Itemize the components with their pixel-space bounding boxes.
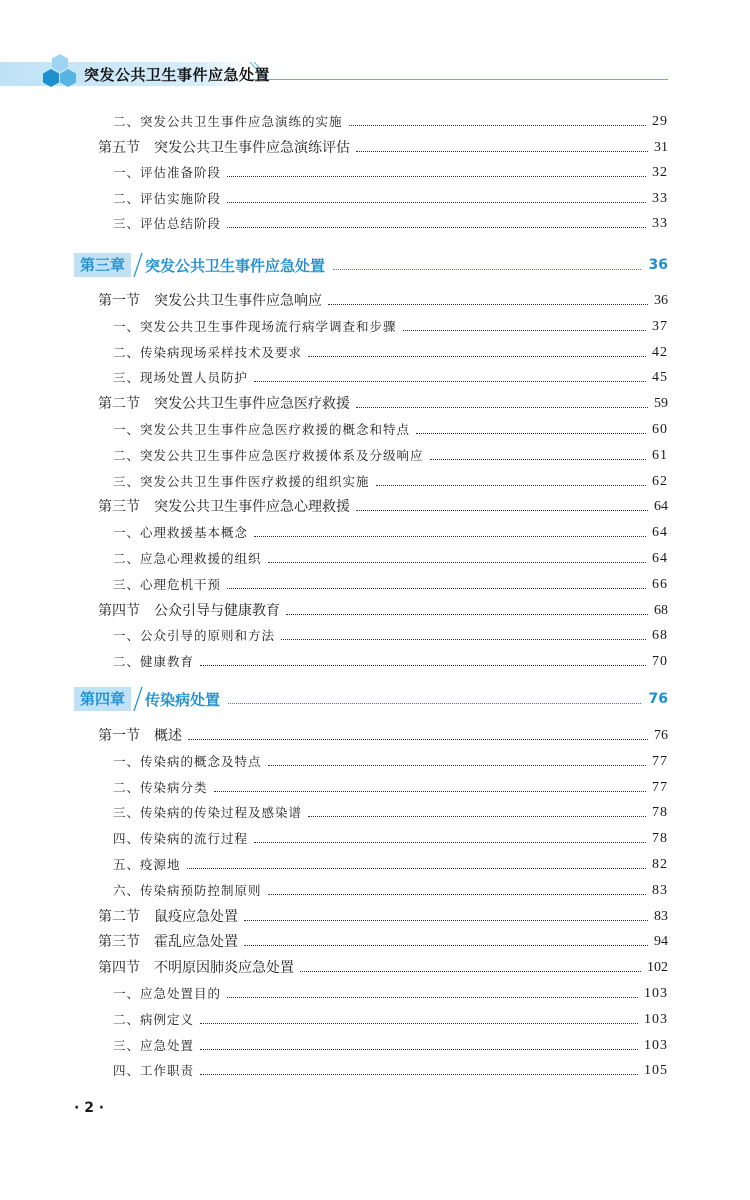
running-header	[0, 52, 750, 92]
entry-page: 64	[652, 551, 668, 566]
toc-item-entry[interactable]	[113, 1004, 668, 1028]
toc-section-entry[interactable]	[98, 926, 668, 950]
toc-item-entry[interactable]	[113, 797, 668, 821]
leader-dots	[244, 945, 648, 946]
entry-page: 31	[654, 139, 668, 155]
leader-dots	[349, 125, 646, 126]
chapter-tag: 第四章	[74, 687, 131, 711]
entry-title: 二、应急心理救援的组织	[113, 551, 262, 566]
leader-dots	[403, 330, 646, 331]
entry-title: 第一节 突发公共卫生事件应急响应	[98, 293, 322, 309]
entry-title: 四、传染病的流行过程	[113, 831, 249, 847]
leader-dots	[281, 639, 646, 640]
entry-page: 59	[654, 396, 668, 412]
entry-page: 103	[644, 1011, 668, 1027]
hexagon-logo-icon	[40, 52, 78, 92]
chapter-page: 76	[648, 691, 668, 707]
entry-title: 二、传染病现场采样技术及要求	[113, 344, 303, 360]
leader-dots	[227, 176, 646, 177]
entry-page: 64	[654, 499, 668, 515]
entry-page: 66	[652, 576, 668, 592]
entry-title: 三、突发公共卫生事件医疗救援的组织实施	[113, 473, 370, 489]
leader-dots	[356, 151, 648, 152]
entry-title: 三、心理危机干预	[113, 576, 222, 592]
toc-item-entry[interactable]	[113, 978, 668, 1002]
chapter-title: 突发公共卫生事件应急处置	[145, 256, 326, 275]
entry-title: 一、心理救援基本概念	[113, 525, 249, 541]
toc-item-entry[interactable]	[113, 337, 668, 361]
leader-dots	[416, 433, 646, 434]
toc-item-entry[interactable]	[113, 746, 668, 770]
header-rule	[250, 79, 668, 80]
toc-item-entry[interactable]	[113, 466, 668, 490]
entry-title: 四、工作职责	[113, 1063, 195, 1079]
chapter-4-heading[interactable]	[74, 686, 668, 712]
leader-dots	[227, 588, 646, 589]
toc-section-entry[interactable]	[98, 595, 668, 619]
leader-dots	[227, 202, 646, 203]
toc-item-entry[interactable]	[113, 1055, 668, 1079]
toc-item-entry[interactable]	[113, 183, 668, 207]
entry-page: 68	[654, 602, 668, 618]
toc-item-entry[interactable]	[113, 208, 668, 232]
leader-dots	[254, 842, 646, 843]
entry-title: 一、公众引导的原则和方法	[113, 628, 276, 644]
leader-dots	[200, 1049, 638, 1050]
toc-item-entry[interactable]	[113, 849, 668, 873]
entry-page: 62	[652, 473, 668, 489]
leader-dots	[200, 1074, 638, 1075]
leader-dots	[254, 536, 646, 537]
chapter-tag: 第三章	[74, 253, 131, 277]
toc-item-entry[interactable]	[113, 106, 668, 130]
toc-item-entry[interactable]	[113, 823, 668, 847]
entry-page: 42	[652, 344, 668, 360]
toc-section-entry[interactable]	[98, 132, 668, 156]
entry-page: 37	[652, 318, 668, 334]
leader-dots	[376, 485, 646, 486]
entry-page: 32	[652, 165, 668, 181]
slash-icon	[131, 686, 145, 712]
toc-item-entry[interactable]	[113, 875, 668, 899]
entry-page: 102	[647, 960, 668, 976]
entry-title: 二、传染病分类	[113, 779, 208, 795]
leader-dots	[333, 269, 640, 270]
entry-page: 83	[654, 908, 668, 924]
entry-title: 二、突发公共卫生事件应急演练的实施	[113, 114, 343, 129]
entry-title: 一、传染病的概念及特点	[113, 753, 262, 769]
leader-dots	[188, 739, 648, 740]
entry-page: 76	[654, 728, 668, 743]
toc-item-entry[interactable]	[113, 311, 668, 335]
leader-dots	[244, 920, 648, 921]
entry-page: 103	[644, 986, 668, 1001]
leader-dots	[430, 459, 646, 460]
entry-page: 77	[652, 779, 668, 795]
leader-dots	[214, 791, 646, 792]
toc-item-entry[interactable]	[113, 440, 668, 464]
toc-item-entry[interactable]	[113, 362, 668, 386]
entry-title: 一、评估准备阶段	[113, 165, 222, 181]
toc-item-entry[interactable]	[113, 646, 668, 670]
leader-dots	[328, 304, 648, 305]
entry-title: 第四节 不明原因肺炎应急处置	[98, 960, 294, 977]
toc-item-entry[interactable]	[113, 772, 668, 796]
entry-title: 六、传染病预防控制原则	[113, 882, 262, 898]
entry-title: 五、疫源地	[113, 857, 181, 872]
leader-dots	[286, 614, 648, 615]
leader-dots	[308, 816, 646, 817]
entry-title: 第三节 突发公共卫生事件应急心理救援	[98, 499, 350, 516]
leader-dots	[227, 227, 646, 228]
leader-dots	[200, 1023, 638, 1024]
entry-title: 一、突发公共卫生事件现场流行病学调查和步骤	[113, 318, 397, 334]
toc-section-entry[interactable]	[98, 491, 668, 515]
entry-title: 二、突发公共卫生事件应急医疗救援体系及分级响应	[113, 447, 424, 463]
leader-dots	[254, 381, 646, 382]
entry-title: 三、评估总结阶段	[113, 216, 222, 232]
entry-page: 70	[652, 654, 668, 670]
toc-section-entry[interactable]	[98, 952, 668, 976]
leader-dots	[200, 665, 646, 666]
entry-title: 第二节 突发公共卫生事件应急医疗救援	[98, 396, 350, 413]
entry-page: 64	[652, 525, 668, 541]
entry-page: 83	[652, 882, 668, 898]
entry-page: 68	[652, 628, 668, 644]
page-number: · 2 ·	[74, 1100, 105, 1116]
entry-title: 第三节 霍乱应急处置	[98, 934, 238, 951]
entry-title: 第一节 概述	[98, 728, 182, 744]
entry-title: 三、现场处置人员防护	[113, 370, 249, 386]
entry-page: 33	[652, 190, 668, 206]
entry-page: 36	[654, 293, 668, 308]
chapter-page: 36	[648, 257, 668, 273]
entry-page: 103	[644, 1037, 668, 1053]
toc-item-entry[interactable]	[113, 157, 668, 181]
leader-dots	[187, 868, 646, 869]
leader-dots	[356, 510, 648, 511]
leader-dots	[308, 356, 646, 357]
toc-item-entry[interactable]	[113, 543, 668, 567]
toc-section-entry[interactable]	[98, 388, 668, 412]
entry-page: 61	[652, 447, 668, 463]
entry-page: 33	[652, 216, 668, 232]
entry-title: 一、应急处置目的	[113, 986, 222, 1001]
toc-section-entry[interactable]	[98, 285, 668, 309]
leader-dots	[228, 703, 640, 704]
leader-dots	[268, 894, 646, 895]
toc-item-entry[interactable]	[113, 620, 668, 644]
entry-page: 45	[652, 370, 668, 386]
header-title: 突发公共卫生事件应急处置	[84, 66, 271, 84]
chapter-3-heading[interactable]	[74, 252, 668, 278]
entry-page: 29	[652, 114, 668, 129]
leader-dots	[300, 971, 641, 972]
leader-dots	[356, 407, 648, 408]
entry-title: 二、健康教育	[113, 654, 195, 670]
entry-page: 105	[644, 1063, 668, 1079]
toc-section-entry[interactable]	[98, 901, 668, 925]
toc-item-entry[interactable]	[113, 1030, 668, 1054]
entry-page: 77	[652, 753, 668, 769]
leader-dots	[268, 765, 646, 766]
entry-title: 第二节 鼠疫应急处置	[98, 908, 238, 925]
entry-page: 60	[652, 422, 668, 437]
leader-dots	[268, 562, 646, 563]
entry-title: 第四节 公众引导与健康教育	[98, 602, 280, 619]
chapter-title: 传染病处置	[145, 690, 221, 709]
toc-item-entry[interactable]	[113, 414, 668, 438]
toc-item-entry[interactable]	[113, 569, 668, 593]
entry-page: 94	[654, 934, 668, 950]
slash-icon	[131, 252, 145, 278]
entry-title: 一、突发公共卫生事件应急医疗救援的概念和特点	[113, 422, 411, 437]
toc-section-entry[interactable]	[98, 720, 668, 744]
entry-page: 78	[652, 805, 668, 821]
entry-title: 第五节 突发公共卫生事件应急演练评估	[98, 139, 350, 156]
entry-title: 三、传染病的传染过程及感染谱	[113, 805, 303, 821]
leader-dots	[227, 997, 638, 998]
entry-page: 78	[652, 831, 668, 847]
entry-page: 82	[652, 857, 668, 872]
entry-title: 二、病例定义	[113, 1011, 195, 1027]
toc-item-entry[interactable]	[113, 517, 668, 541]
entry-title: 三、应急处置	[113, 1037, 195, 1053]
entry-title: 二、评估实施阶段	[113, 190, 222, 206]
